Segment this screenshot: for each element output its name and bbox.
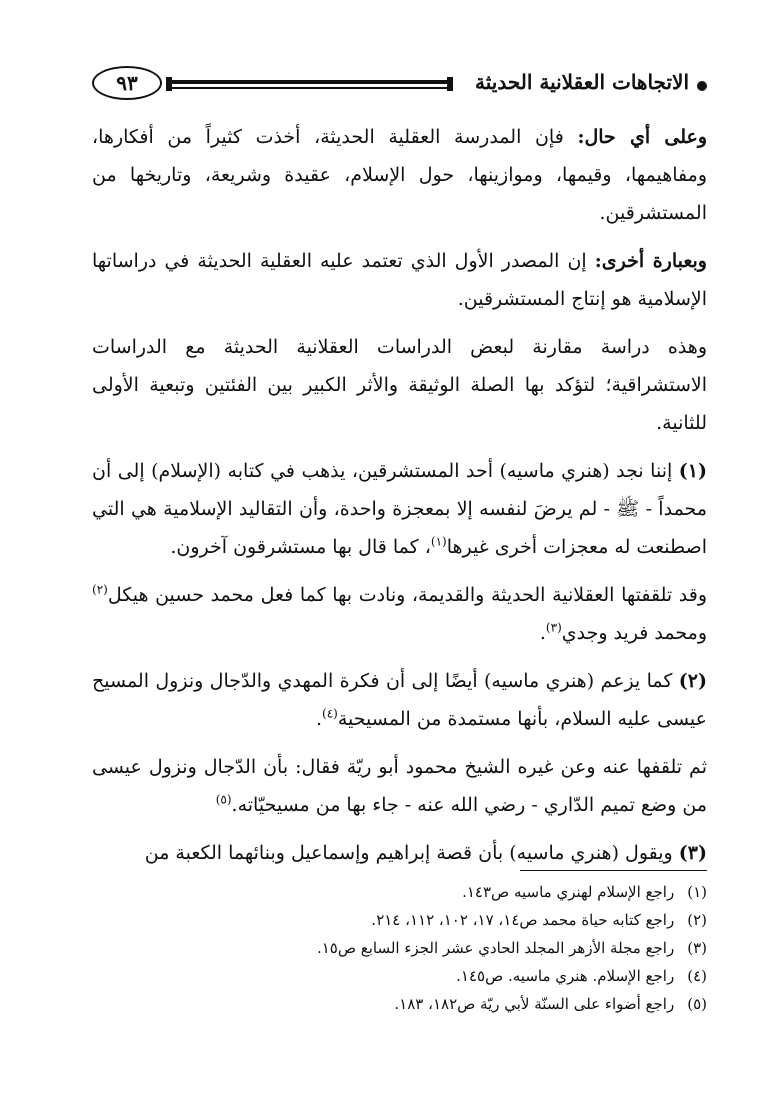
paragraph-5 <box>92 576 707 652</box>
paragraph-lead: وعلى أي حال: <box>577 126 708 148</box>
paragraph-4 <box>92 452 707 566</box>
footnote-text: راجع أضواء على السنّة لأبي ريّة ص١٨٢، ١٨٣. <box>394 995 675 1013</box>
footnote-separator <box>520 870 707 871</box>
footnote-item <box>92 878 707 906</box>
footnote-number: (٣) <box>687 939 707 957</box>
paragraph-1 <box>92 118 707 232</box>
paragraph-text: وهذه دراسة مقارنة لبعض الدراسات العقلانية الحديثة مع الدراسات الاستشراقية؛ لتؤكد بها الصلة الوثيقة والأثر الكبير بين الفئتين وتبعية الأولى للثانية. <box>92 336 707 434</box>
footnote-text: راجع الإسلام لهنري ماسيه ص١٤٣. <box>462 883 675 901</box>
footnote-text: راجع كتابه حياة محمد ص١٤، ١٧، ١٠٢، ١١٢، ٢١٤. <box>371 911 675 929</box>
footnote-ref[interactable]: (٥) <box>215 792 232 807</box>
footnote-number: (٥) <box>687 995 707 1013</box>
item-number: (٢) <box>678 670 707 692</box>
paragraph-lead: وبعبارة أخرى: <box>594 250 707 272</box>
paragraph-text: ومحمد فريد وجدي <box>561 622 707 644</box>
footnote-number: (١) <box>687 883 707 901</box>
main-text <box>92 118 707 882</box>
footnote-ref[interactable]: (٤) <box>322 706 338 721</box>
item-number: (١) <box>678 460 707 482</box>
paragraph-text: كما يزعم (هنري ماسيه) أيضًا إلى أن فكرة المهدي والدّجال ونزول المسيح عيسى عليه السلام، بأنها مستمدة من المسيحية <box>92 670 707 730</box>
paragraph-text: إن المصدر الأول الذي تعتمد عليه العقلية الحديثة في دراساتها الإسلامية هو إنتاج المستشرقين. <box>92 250 707 310</box>
paragraph-text: وقد تلقفتها العقلانية الحديثة والقديمة، ونادت بها كما فعل محمد حسين هيكل <box>107 584 707 606</box>
header-title: الاتجاهات العقلانية الحديثة <box>475 70 689 94</box>
footnote-ref[interactable]: (١) <box>430 534 447 549</box>
header-bullet-icon <box>697 81 707 91</box>
paragraph-text: . <box>315 708 323 730</box>
footnotes <box>92 878 707 1018</box>
paragraph-2 <box>92 242 707 318</box>
footnote-ref[interactable]: (٢) <box>92 582 108 597</box>
header-rule-end <box>447 77 453 91</box>
paragraph-text: ثم تلقفها عنه وعن غيره الشيخ محمود أبو ريّة فقال: بأن الدّجال ونزول عيسى من وضع تميم الدّاري - رضي الله عنه - جاء بها من مسيحيّاته. <box>92 756 707 816</box>
header-rule-thin <box>172 87 447 89</box>
footnote-number: (٢) <box>687 911 707 929</box>
page-number: ٩٣ <box>92 66 162 100</box>
footnote-item <box>92 906 707 934</box>
footnote-item <box>92 962 707 990</box>
footnote-item <box>92 934 707 962</box>
header-rule-thick <box>172 80 447 84</box>
footnote-item <box>92 990 707 1018</box>
footnote-number: (٤) <box>687 967 707 985</box>
running-header <box>92 66 707 102</box>
paragraph-6 <box>92 662 707 738</box>
footnote-ref[interactable]: (٣) <box>545 620 562 635</box>
paragraph-text: إننا نجد (هنري ماسيه) أحد المستشرقين، يذهب في كتابه (الإسلام) إلى أن محمداً - ﷺ - لم يرضَ لنفسه إلا بمعجزة واحدة، وأن التقاليد الإسلامية هي التي اصطنعت له معجزات أخرى غيرها <box>92 460 707 558</box>
footnote-text: راجع مجلة الأزهر المجلد الحادي عشر الجزء السابع ص١٥. <box>316 939 675 957</box>
paragraph-7 <box>92 748 707 824</box>
paragraph-text: ويقول (هنري ماسيه) بأن قصة إبراهيم وإسماعيل وبنائهما الكعبة من <box>144 842 673 864</box>
paragraph-text: . <box>539 622 546 644</box>
header-rule-end <box>166 77 172 91</box>
footnote-text: راجع الإسلام. هنري ماسيه. ص١٤٥. <box>456 967 675 985</box>
paragraph-text: فإن المدرسة العقلية الحديثة، أخذت كثيراً من أفكارها، ومفاهيمها، وقيمها، وموازينها، حول الإسلام، عقيدة وشريعة، وتاريخها من المستشرقين. <box>92 126 707 224</box>
paragraph-8 <box>92 834 707 872</box>
paragraph-3 <box>92 328 707 442</box>
item-number: (٣) <box>678 842 707 864</box>
paragraph-text: ، كما قال بها مستشرقون آخرون. <box>170 536 431 558</box>
